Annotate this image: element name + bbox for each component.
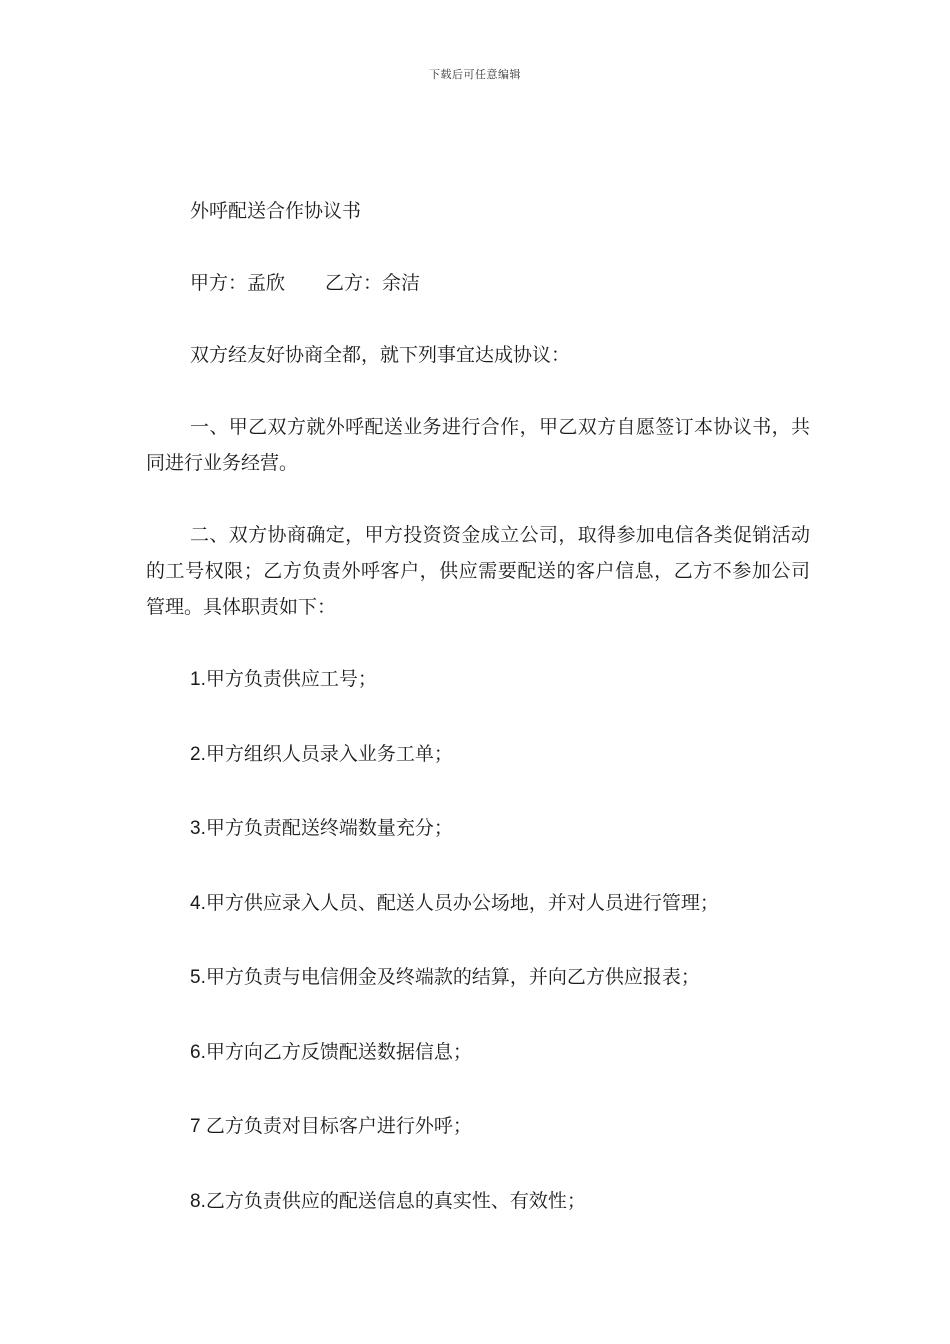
list-item xyxy=(146,959,810,996)
party-a: 甲方：孟欣 xyxy=(190,272,286,294)
list-item xyxy=(146,1034,810,1071)
intro-paragraph: 双方经友好协商全都，就下列事宜达成协议： xyxy=(190,344,571,366)
item-text: 甲方供应录入人员、配送人员办公场地，并对人员进行管理； xyxy=(205,891,719,914)
parties-line xyxy=(146,265,810,301)
item-number: 7 xyxy=(190,1116,206,1137)
item-text: 甲方组织人员录入业务工单； xyxy=(205,742,453,765)
list-item xyxy=(146,885,810,922)
item-number: 3. xyxy=(190,818,206,839)
item-number: 4. xyxy=(190,892,206,914)
item-text: 乙方负责对目标客户进行外呼； xyxy=(205,1115,472,1137)
item-text: 乙方负责供应的配送信息的真实性、有效性； xyxy=(205,1189,586,1212)
item-number: 1. xyxy=(190,669,206,690)
item-number: 6. xyxy=(190,1041,206,1063)
header-note: 下载后可任意编辑 xyxy=(429,68,521,81)
clause-1: 一、甲乙双方就外呼配送业务进行合作，甲乙双方自愿签订本协议书，共同进行业务经营。 xyxy=(146,416,810,474)
item-text: 甲方向乙方反馈配送数据信息； xyxy=(205,1040,472,1063)
item-text: 甲方负责供应工号； xyxy=(205,668,377,690)
item-text: 甲方负责与电信佣金及终端款的结算，并向乙方供应报表； xyxy=(205,966,700,988)
item-number: 2. xyxy=(190,743,206,765)
list-item xyxy=(146,810,810,847)
party-b: 乙方：余洁 xyxy=(325,272,421,294)
document-title: 外呼配送合作协议书 xyxy=(190,200,362,222)
item-number: 8. xyxy=(190,1190,206,1212)
list-item xyxy=(146,661,810,698)
item-text: 甲方负责配送终端数量充分； xyxy=(205,817,453,839)
list-item xyxy=(146,1108,810,1145)
item-number: 5. xyxy=(190,967,206,988)
list-item xyxy=(146,1183,810,1220)
list-item xyxy=(146,736,810,773)
clause-2: 二、双方协商确定，甲方投资资金成立公司，取得参加电信各类促销活动的工号权限；乙方负责外呼客户，供应需要配送的客户信息，乙方不参加公司管理。具体职责如下： xyxy=(146,524,810,618)
document-body xyxy=(146,193,810,1257)
